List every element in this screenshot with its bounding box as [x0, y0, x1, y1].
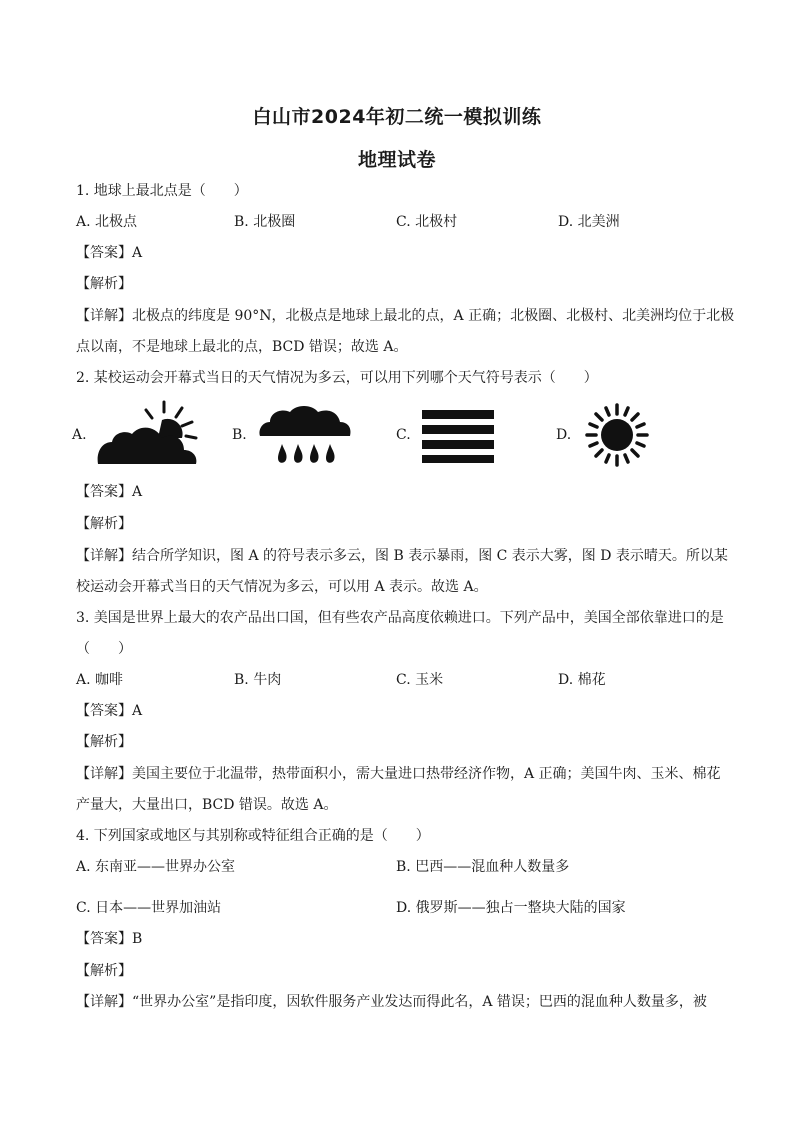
q2-stem: 2. 某校运动会开幕式当日的天气情况为多云，可以用下列哪个天气符号表示（ ） [76, 370, 598, 386]
q1-option-d: D. 北美洲 [558, 214, 620, 230]
q3-stem-line-2: （ ） [76, 641, 132, 657]
q1-answer: 【答案】A [76, 245, 143, 261]
rainstorm-icon [256, 402, 354, 466]
q2-option-b-letter: B. [232, 427, 247, 443]
q1-option-a: A. 北极点 [76, 214, 138, 230]
q2-detail-line-2: 校运动会开幕式当日的天气情况为多云，可以用 A 表示。故选 A。 [76, 579, 488, 595]
q4-option-a: A. 东南亚——世界办公室 [76, 859, 236, 875]
q3-stem-line-1: 3. 美国是世界上最大的农产品出口国，但有些农产品高度依赖进口。下列产品中，美国全部依靠进口的是 [76, 610, 724, 626]
q2-detail-line-1: 【详解】结合所学知识，图 A 的符号表示多云，图 B 表示暴雨，图 C 表示大雾，图 D 表示晴天。所以某 [76, 548, 728, 564]
q3-option-b: B. 牛肉 [234, 672, 282, 688]
q4-option-d: D. 俄罗斯——独占一整块大陆的国家 [396, 900, 626, 916]
q4-stem: 4. 下列国家或地区与其别称或特征组合正确的是（ ） [76, 828, 430, 844]
q1-option-c: C. 北极村 [396, 214, 458, 230]
q1-detail-line-2: 点以南，不是地球上最北的点，BCD 错误；故选 A。 [76, 339, 408, 355]
q3-analysis-label: 【解析】 [76, 734, 132, 750]
q4-analysis-label: 【解析】 [76, 963, 132, 979]
q3-option-c: C. 玉米 [396, 672, 444, 688]
q1-detail-line-1: 【详解】北极点的纬度是 90°N，北极点是地球上最北的点，A 正确；北极圈、北极村、北美洲均位于北极 [76, 308, 735, 324]
q3-option-a: A. 咖啡 [76, 672, 124, 688]
q3-detail-line-2: 产量大，大量出口，BCD 错误。故选 A。 [76, 797, 338, 813]
q1-analysis-label: 【解析】 [76, 276, 132, 292]
q2-option-c-letter: C. [396, 427, 411, 443]
exam-subtitle: 地理试卷 [357, 149, 436, 171]
sunny-icon [584, 402, 650, 468]
q4-answer: 【答案】B [76, 931, 143, 947]
q4-option-b: B. 巴西——混血种人数量多 [396, 859, 570, 875]
q3-answer: 【答案】A [76, 703, 143, 719]
q2-analysis-label: 【解析】 [76, 516, 132, 532]
partly-cloudy-icon [92, 398, 204, 468]
q1-stem: 1. 地球上最北点是（ ） [76, 183, 248, 199]
q4-detail-line-1: 【详解】“世界办公室”是指印度，因软件服务产业发达而得此名，A 错误；巴西的混血种人数量多，被 [76, 994, 707, 1010]
exam-title: 白山市2024年初二统一模拟训练 [252, 106, 542, 128]
q2-answer: 【答案】A [76, 484, 143, 500]
q2-option-a-letter: A. [72, 427, 87, 443]
q4-option-c: C. 日本——世界加油站 [76, 900, 222, 916]
q3-detail-line-1: 【详解】美国主要位于北温带，热带面积小，需大量进口热带经济作物，A 正确；美国牛肉、玉米、棉花 [76, 766, 721, 782]
q3-option-d: D. 棉花 [558, 672, 606, 688]
q2-option-d-letter: D. [556, 427, 572, 443]
q1-option-b: B. 北极圈 [234, 214, 296, 230]
fog-icon [420, 408, 496, 464]
